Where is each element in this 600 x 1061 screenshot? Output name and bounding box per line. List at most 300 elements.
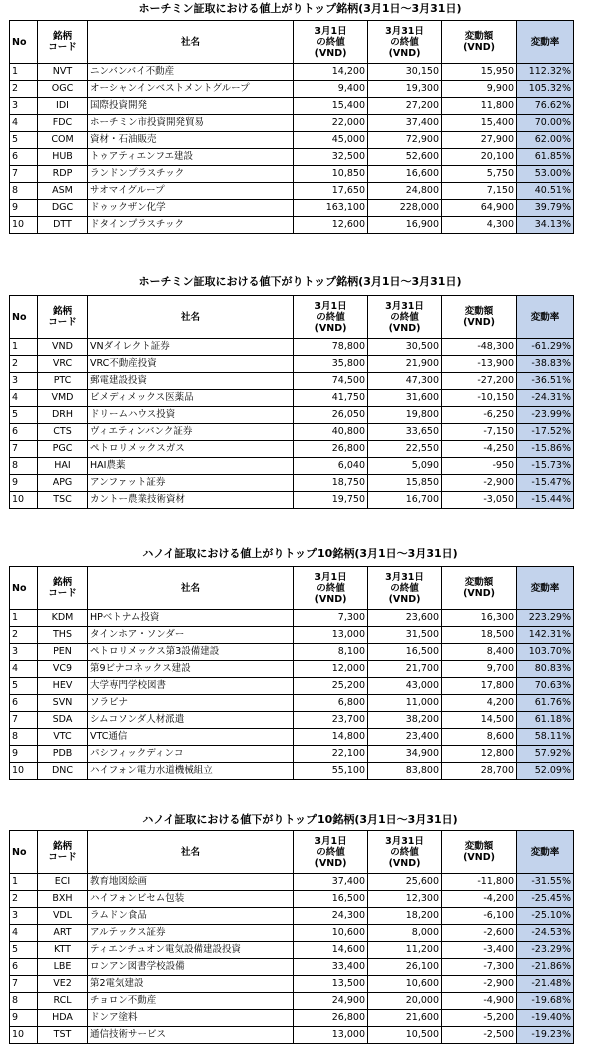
cell-no: 5 — [10, 132, 38, 149]
cell-mar31-close: 23,400 — [368, 729, 442, 746]
table-row — [10, 763, 574, 780]
cell-change: 8,600 — [442, 729, 517, 746]
table-row — [10, 644, 574, 661]
cell-code: PEN — [38, 644, 88, 661]
cell-change: -13,900 — [442, 356, 517, 373]
stock-table — [9, 20, 574, 234]
cell-mar31-close: 31,600 — [368, 390, 442, 407]
cell-change: -5,200 — [442, 1010, 517, 1027]
cell-mar31-close: 25,600 — [368, 874, 442, 891]
cell-company-name: 資材・石油販売 — [88, 132, 294, 149]
table-row — [10, 925, 574, 942]
cell-mar1-close: 10,850 — [294, 166, 368, 183]
cell-no: 9 — [10, 1010, 38, 1027]
cell-code: VRC — [38, 356, 88, 373]
cell-change: 20,100 — [442, 149, 517, 166]
cell-code: BXH — [38, 891, 88, 908]
cell-mar1-close: 15,400 — [294, 98, 368, 115]
cell-code: HEV — [38, 678, 88, 695]
cell-no: 6 — [10, 424, 38, 441]
cell-mar1-close: 26,800 — [294, 441, 368, 458]
cell-no: 5 — [10, 678, 38, 695]
cell-company-name: 国際投資開発 — [88, 98, 294, 115]
cell-no: 7 — [10, 441, 38, 458]
cell-code: HDA — [38, 1010, 88, 1027]
cell-code: LBE — [38, 959, 88, 976]
table-row — [10, 712, 574, 729]
stock-table — [9, 566, 574, 780]
cell-change: 14,500 — [442, 712, 517, 729]
cell-company-name: チョロン不動産 — [88, 993, 294, 1010]
cell-change: 9,900 — [442, 81, 517, 98]
cell-mar1-close: 12,000 — [294, 661, 368, 678]
cell-code: CTS — [38, 424, 88, 441]
cell-mar31-close: 83,800 — [368, 763, 442, 780]
cell-mar1-close: 163,100 — [294, 200, 368, 217]
cell-mar31-close: 21,600 — [368, 1010, 442, 1027]
cell-rate: 142.31% — [517, 627, 574, 644]
cell-rate: 223.29% — [517, 610, 574, 627]
table-row — [10, 217, 574, 234]
cell-no: 1 — [10, 610, 38, 627]
cell-mar31-close: 8,000 — [368, 925, 442, 942]
cell-mar1-close: 25,200 — [294, 678, 368, 695]
cell-code: ECI — [38, 874, 88, 891]
cell-mar31-close: 24,800 — [368, 183, 442, 200]
cell-mar31-close: 20,000 — [368, 993, 442, 1010]
table-title: ハノイ証取における値上がりトップ10銘柄(3月1日～3月31日) — [142, 547, 458, 560]
cell-rate: 103.70% — [517, 644, 574, 661]
header-no: No — [10, 296, 38, 339]
table-row — [10, 441, 574, 458]
header-no: No — [10, 21, 38, 64]
cell-no: 3 — [10, 373, 38, 390]
table-row — [10, 390, 574, 407]
cell-mar31-close: 12,300 — [368, 891, 442, 908]
cell-mar31-close: 30,150 — [368, 64, 442, 81]
table-row — [10, 976, 574, 993]
cell-no: 2 — [10, 891, 38, 908]
cell-mar1-close: 41,750 — [294, 390, 368, 407]
cell-code: VE2 — [38, 976, 88, 993]
cell-rate: -23.99% — [517, 407, 574, 424]
cell-mar1-close: 78,800 — [294, 339, 368, 356]
cell-mar1-close: 40,800 — [294, 424, 368, 441]
cell-rate: -36.51% — [517, 373, 574, 390]
cell-mar1-close: 12,600 — [294, 217, 368, 234]
cell-rate: -19.23% — [517, 1027, 574, 1044]
cell-mar1-close: 26,050 — [294, 407, 368, 424]
cell-no: 1 — [10, 64, 38, 81]
cell-mar1-close: 26,800 — [294, 1010, 368, 1027]
cell-no: 6 — [10, 959, 38, 976]
cell-mar1-close: 14,200 — [294, 64, 368, 81]
cell-rate: -19.68% — [517, 993, 574, 1010]
table-row — [10, 1010, 574, 1027]
table-row — [10, 661, 574, 678]
cell-mar31-close: 26,100 — [368, 959, 442, 976]
cell-company-name: ランドンプラスチック — [88, 166, 294, 183]
cell-rate: 61.18% — [517, 712, 574, 729]
cell-no: 1 — [10, 874, 38, 891]
cell-code: HUB — [38, 149, 88, 166]
table-row — [10, 149, 574, 166]
cell-mar31-close: 43,000 — [368, 678, 442, 695]
cell-company-name: ロンアン図書学校設備 — [88, 959, 294, 976]
cell-code: OGC — [38, 81, 88, 98]
cell-change: 17,800 — [442, 678, 517, 695]
table-row — [10, 424, 574, 441]
header-rate: 変動率 — [517, 831, 574, 874]
table-row — [10, 200, 574, 217]
cell-rate: 112.32% — [517, 64, 574, 81]
cell-mar31-close: 18,200 — [368, 908, 442, 925]
table-row — [10, 115, 574, 132]
cell-no: 3 — [10, 644, 38, 661]
cell-mar1-close: 6,040 — [294, 458, 368, 475]
cell-rate: 70.63% — [517, 678, 574, 695]
header-no: No — [10, 567, 38, 610]
cell-mar31-close: 228,000 — [368, 200, 442, 217]
cell-mar31-close: 11,200 — [368, 942, 442, 959]
table-row — [10, 475, 574, 492]
cell-code: PDB — [38, 746, 88, 763]
cell-mar1-close: 16,500 — [294, 891, 368, 908]
cell-company-name: 第2電気建設 — [88, 976, 294, 993]
cell-change: -7,300 — [442, 959, 517, 976]
cell-code: SDA — [38, 712, 88, 729]
cell-code: VC9 — [38, 661, 88, 678]
header-change: 変動額 (VND) — [442, 567, 517, 610]
header-mar1-close: 3月1日 の終値 (VND) — [294, 567, 368, 610]
header-code: 銘柄 コード — [38, 831, 88, 874]
cell-code: NVT — [38, 64, 88, 81]
cell-mar1-close: 14,800 — [294, 729, 368, 746]
cell-no: 7 — [10, 712, 38, 729]
cell-rate: -21.86% — [517, 959, 574, 976]
cell-no: 8 — [10, 993, 38, 1010]
cell-change: 5,750 — [442, 166, 517, 183]
table-row — [10, 64, 574, 81]
cell-change: -2,500 — [442, 1027, 517, 1044]
cell-no: 7 — [10, 166, 38, 183]
table-title: ハノイ証取における値下がりトップ10銘柄(3月1日～3月31日) — [142, 813, 458, 826]
cell-change: 16,300 — [442, 610, 517, 627]
table-row — [10, 356, 574, 373]
cell-mar31-close: 10,500 — [368, 1027, 442, 1044]
cell-rate: -38.83% — [517, 356, 574, 373]
cell-rate: -25.45% — [517, 891, 574, 908]
cell-no: 2 — [10, 627, 38, 644]
header-rate: 変動率 — [517, 296, 574, 339]
cell-code: DNC — [38, 763, 88, 780]
table-row — [10, 132, 574, 149]
header-code: 銘柄 コード — [38, 296, 88, 339]
cell-no: 4 — [10, 925, 38, 942]
cell-rate: -19.40% — [517, 1010, 574, 1027]
cell-no: 2 — [10, 356, 38, 373]
cell-mar31-close: 34,900 — [368, 746, 442, 763]
cell-company-name: アルテックス証券 — [88, 925, 294, 942]
cell-mar31-close: 16,700 — [368, 492, 442, 509]
cell-code: VTC — [38, 729, 88, 746]
header-rate: 変動率 — [517, 567, 574, 610]
cell-change: -4,250 — [442, 441, 517, 458]
cell-rate: 105.32% — [517, 81, 574, 98]
cell-mar1-close: 22,100 — [294, 746, 368, 763]
cell-company-name: シムコソンダ人材派遣 — [88, 712, 294, 729]
cell-company-name: ニンバンバイ不動産 — [88, 64, 294, 81]
cell-rate: -61.29% — [517, 339, 574, 356]
table-row — [10, 942, 574, 959]
cell-no: 7 — [10, 976, 38, 993]
cell-mar1-close: 13,500 — [294, 976, 368, 993]
cell-company-name: タインホア・ソンダー — [88, 627, 294, 644]
cell-company-name: 通信技術サービス — [88, 1027, 294, 1044]
cell-rate: 76.62% — [517, 98, 574, 115]
table-row — [10, 746, 574, 763]
cell-company-name: ハイフォン電力水道機械組立 — [88, 763, 294, 780]
cell-mar31-close: 19,300 — [368, 81, 442, 98]
cell-code: IDI — [38, 98, 88, 115]
cell-no: 4 — [10, 115, 38, 132]
cell-mar31-close: 5,090 — [368, 458, 442, 475]
cell-mar31-close: 52,600 — [368, 149, 442, 166]
cell-mar1-close: 22,000 — [294, 115, 368, 132]
cell-code: VDL — [38, 908, 88, 925]
cell-mar1-close: 13,000 — [294, 1027, 368, 1044]
cell-change: -6,250 — [442, 407, 517, 424]
header-mar1-close: 3月1日 の終値 (VND) — [294, 831, 368, 874]
header-change: 変動額 (VND) — [442, 831, 517, 874]
table-row — [10, 166, 574, 183]
cell-mar31-close: 37,400 — [368, 115, 442, 132]
cell-rate: -25.10% — [517, 908, 574, 925]
header-row — [10, 567, 574, 610]
cell-code: DTT — [38, 217, 88, 234]
cell-mar1-close: 37,400 — [294, 874, 368, 891]
header-mar31-close: 3月31日 の終値 (VND) — [368, 831, 442, 874]
cell-change: -3,050 — [442, 492, 517, 509]
cell-no: 3 — [10, 98, 38, 115]
cell-mar1-close: 6,800 — [294, 695, 368, 712]
header-mar31-close: 3月31日 の終値 (VND) — [368, 567, 442, 610]
cell-change: -11,800 — [442, 874, 517, 891]
cell-code: ASM — [38, 183, 88, 200]
cell-company-name: ハイフォンビセム包装 — [88, 891, 294, 908]
cell-code: DRH — [38, 407, 88, 424]
cell-company-name: サオマイグループ — [88, 183, 294, 200]
cell-company-name: パシフィックディンコ — [88, 746, 294, 763]
cell-change: 4,300 — [442, 217, 517, 234]
cell-company-name: ソラビナ — [88, 695, 294, 712]
header-name: 社名 — [88, 296, 294, 339]
cell-no: 1 — [10, 339, 38, 356]
table-row — [10, 908, 574, 925]
cell-mar1-close: 45,000 — [294, 132, 368, 149]
cell-mar31-close: 19,800 — [368, 407, 442, 424]
header-mar1-close: 3月1日 の終値 (VND) — [294, 21, 368, 64]
cell-code: KTT — [38, 942, 88, 959]
header-row — [10, 296, 574, 339]
cell-no: 9 — [10, 746, 38, 763]
cell-mar31-close: 16,500 — [368, 644, 442, 661]
cell-mar31-close: 30,500 — [368, 339, 442, 356]
cell-code: PTC — [38, 373, 88, 390]
cell-mar1-close: 19,750 — [294, 492, 368, 509]
cell-change: 12,800 — [442, 746, 517, 763]
cell-mar31-close: 22,550 — [368, 441, 442, 458]
cell-mar31-close: 16,900 — [368, 217, 442, 234]
cell-mar31-close: 23,600 — [368, 610, 442, 627]
cell-company-name: アンファット証券 — [88, 475, 294, 492]
cell-change: -10,150 — [442, 390, 517, 407]
cell-mar1-close: 33,400 — [294, 959, 368, 976]
cell-change: -48,300 — [442, 339, 517, 356]
cell-code: SVN — [38, 695, 88, 712]
cell-mar1-close: 18,750 — [294, 475, 368, 492]
table-row — [10, 458, 574, 475]
header-rate: 変動率 — [517, 21, 574, 64]
cell-mar1-close: 10,600 — [294, 925, 368, 942]
cell-change: -2,900 — [442, 976, 517, 993]
cell-code: RCL — [38, 993, 88, 1010]
cell-company-name: HPベトナム投資 — [88, 610, 294, 627]
cell-mar31-close: 31,500 — [368, 627, 442, 644]
cell-no: 2 — [10, 81, 38, 98]
table-row — [10, 98, 574, 115]
cell-rate: -31.55% — [517, 874, 574, 891]
cell-change: -27,200 — [442, 373, 517, 390]
table-row — [10, 874, 574, 891]
cell-change: 15,950 — [442, 64, 517, 81]
table-title: ホーチミン証取における値上がりトップ銘柄(3月1日～3月31日) — [138, 2, 462, 15]
cell-no: 3 — [10, 908, 38, 925]
cell-mar1-close: 13,000 — [294, 627, 368, 644]
cell-rate: 62.00% — [517, 132, 574, 149]
cell-rate: 53.00% — [517, 166, 574, 183]
cell-change: -950 — [442, 458, 517, 475]
cell-code: VND — [38, 339, 88, 356]
header-mar1-close: 3月1日 の終値 (VND) — [294, 296, 368, 339]
cell-mar1-close: 17,650 — [294, 183, 368, 200]
cell-company-name: ペトロリメックスガス — [88, 441, 294, 458]
cell-company-name: VTC通信 — [88, 729, 294, 746]
cell-rate: 39.79% — [517, 200, 574, 217]
cell-code: TSC — [38, 492, 88, 509]
cell-change: -2,600 — [442, 925, 517, 942]
cell-company-name: ドンア塗料 — [88, 1010, 294, 1027]
cell-change: -6,100 — [442, 908, 517, 925]
cell-code: APG — [38, 475, 88, 492]
cell-code: ART — [38, 925, 88, 942]
cell-no: 8 — [10, 458, 38, 475]
table-row — [10, 339, 574, 356]
cell-no: 8 — [10, 729, 38, 746]
cell-company-name: ドタインプラスチック — [88, 217, 294, 234]
cell-rate: -24.53% — [517, 925, 574, 942]
cell-change: 64,900 — [442, 200, 517, 217]
cell-rate: -15.73% — [517, 458, 574, 475]
cell-rate: 57.92% — [517, 746, 574, 763]
cell-change: 11,800 — [442, 98, 517, 115]
header-mar31-close: 3月31日 の終値 (VND) — [368, 296, 442, 339]
cell-no: 10 — [10, 492, 38, 509]
cell-company-name: ラムドン食品 — [88, 908, 294, 925]
cell-company-name: ホーチミン市投資開発貿易 — [88, 115, 294, 132]
cell-mar1-close: 24,300 — [294, 908, 368, 925]
cell-mar31-close: 47,300 — [368, 373, 442, 390]
cell-mar31-close: 33,650 — [368, 424, 442, 441]
cell-rate: -15.44% — [517, 492, 574, 509]
cell-no: 4 — [10, 661, 38, 678]
cell-company-name: トゥアティエンフエ建設 — [88, 149, 294, 166]
cell-change: -7,150 — [442, 424, 517, 441]
cell-company-name: ドリームハウス投資 — [88, 407, 294, 424]
cell-change: -4,200 — [442, 891, 517, 908]
cell-code: TST — [38, 1027, 88, 1044]
cell-mar31-close: 15,850 — [368, 475, 442, 492]
cell-code: DGC — [38, 200, 88, 217]
stock-table — [9, 295, 574, 509]
cell-change: 27,900 — [442, 132, 517, 149]
cell-company-name: 大学専門学校図書 — [88, 678, 294, 695]
table-row — [10, 959, 574, 976]
cell-mar1-close: 35,800 — [294, 356, 368, 373]
header-change: 変動額 (VND) — [442, 296, 517, 339]
cell-mar1-close: 55,100 — [294, 763, 368, 780]
cell-no: 5 — [10, 942, 38, 959]
cell-company-name: 教育地図絵画 — [88, 874, 294, 891]
header-change: 変動額 (VND) — [442, 21, 517, 64]
cell-mar1-close: 7,300 — [294, 610, 368, 627]
table-row — [10, 610, 574, 627]
cell-rate: -21.48% — [517, 976, 574, 993]
cell-code: HAI — [38, 458, 88, 475]
table-row — [10, 695, 574, 712]
cell-change: 18,500 — [442, 627, 517, 644]
cell-change: 4,200 — [442, 695, 517, 712]
cell-rate: 34.13% — [517, 217, 574, 234]
cell-rate: -15.47% — [517, 475, 574, 492]
cell-company-name: ヴィエティンバンク証券 — [88, 424, 294, 441]
header-row — [10, 831, 574, 874]
table-row — [10, 373, 574, 390]
cell-mar31-close: 27,200 — [368, 98, 442, 115]
cell-change: 7,150 — [442, 183, 517, 200]
header-row — [10, 21, 574, 64]
header-name: 社名 — [88, 21, 294, 64]
cell-change: 8,400 — [442, 644, 517, 661]
cell-mar1-close: 8,100 — [294, 644, 368, 661]
header-name: 社名 — [88, 831, 294, 874]
header-code: 銘柄 コード — [38, 21, 88, 64]
cell-company-name: ティエンチュオン電気設備建設投資 — [88, 942, 294, 959]
cell-no: 9 — [10, 475, 38, 492]
cell-company-name: 郵電建設投資 — [88, 373, 294, 390]
table-title: ホーチミン証取における値下がりトップ銘柄(3月1日～3月31日) — [138, 275, 462, 288]
cell-mar31-close: 21,900 — [368, 356, 442, 373]
table-row — [10, 678, 574, 695]
cell-no: 8 — [10, 183, 38, 200]
cell-no: 6 — [10, 149, 38, 166]
cell-mar1-close: 9,400 — [294, 81, 368, 98]
cell-company-name: HAI農薬 — [88, 458, 294, 475]
table-row — [10, 627, 574, 644]
cell-rate: 58.11% — [517, 729, 574, 746]
cell-code: THS — [38, 627, 88, 644]
cell-no: 6 — [10, 695, 38, 712]
